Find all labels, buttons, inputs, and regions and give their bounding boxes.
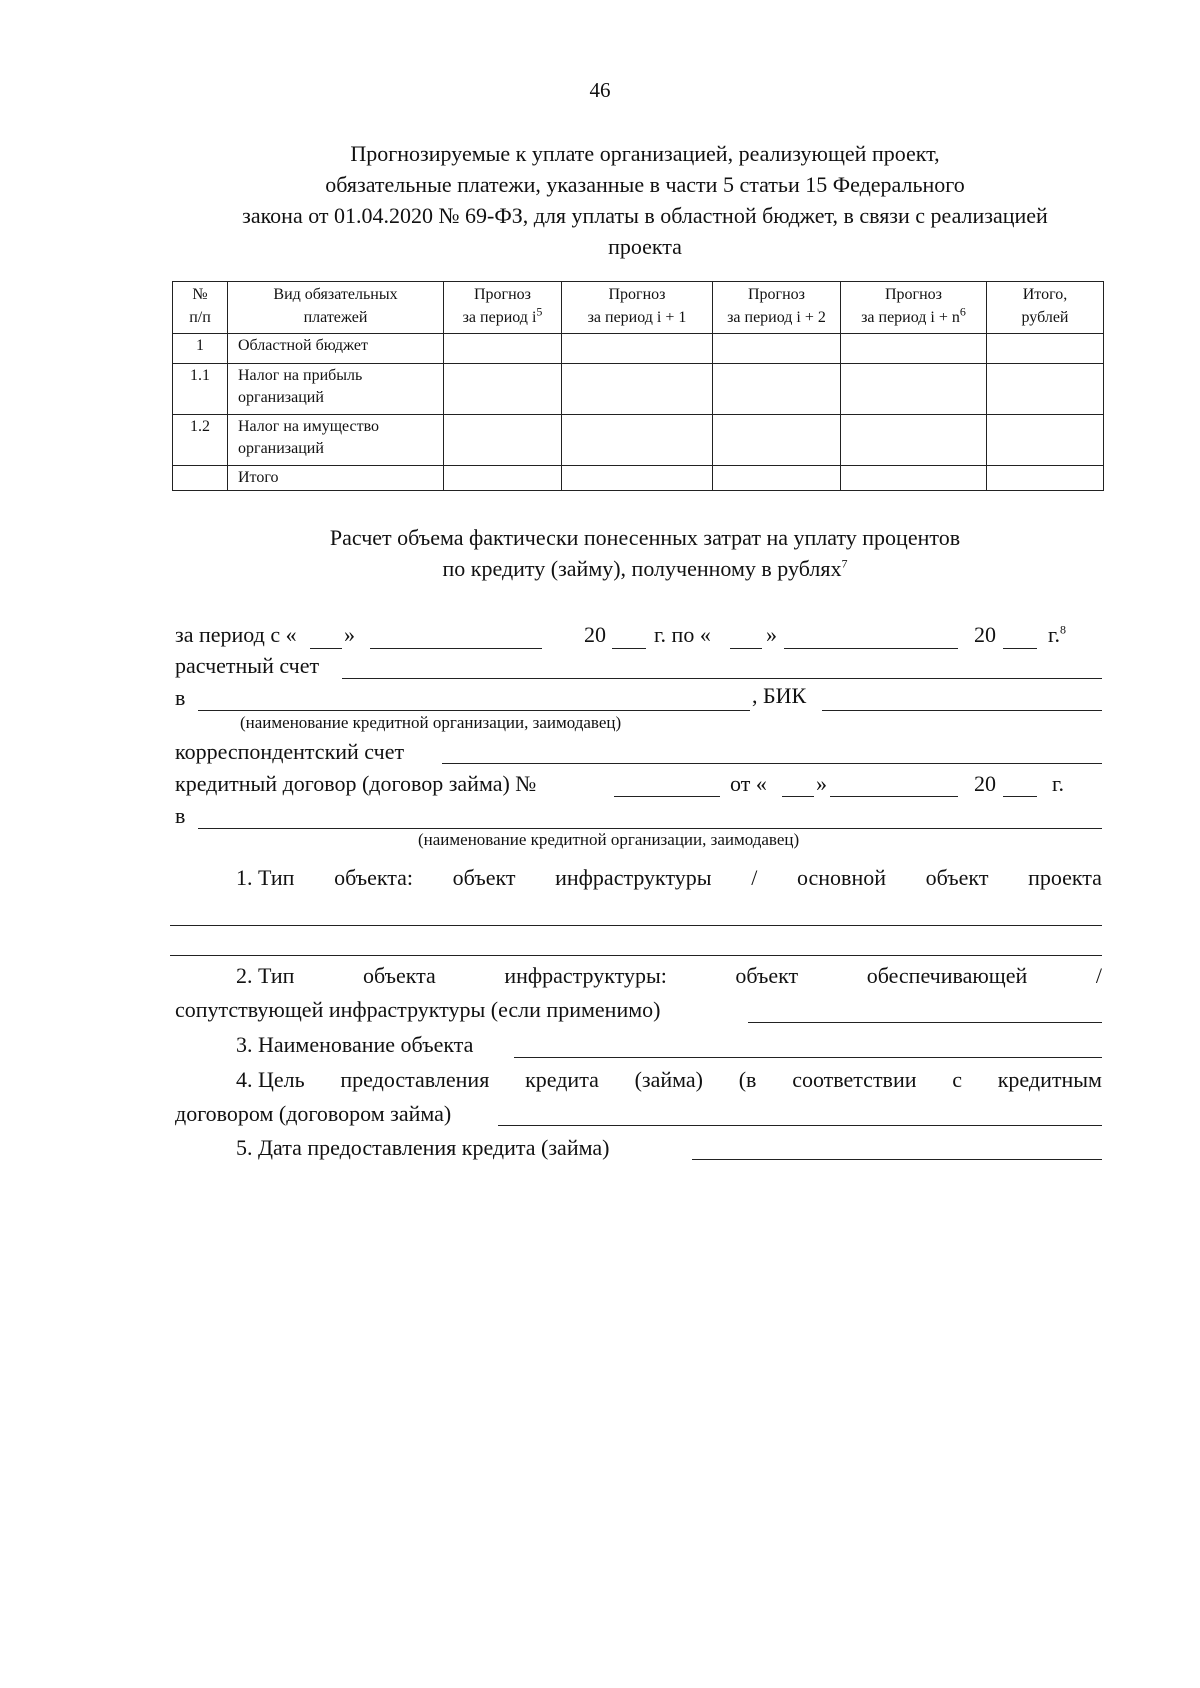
period-start-year-field[interactable] <box>612 648 646 649</box>
table-cell[interactable] <box>562 364 713 415</box>
loan-year-field[interactable] <box>1003 796 1037 797</box>
object-name-field[interactable] <box>514 1057 1102 1058</box>
bank-name-field[interactable] <box>198 710 750 711</box>
loan-close-quote: » <box>816 771 827 796</box>
period-start-day-field[interactable] <box>310 648 342 649</box>
period-start-month-field[interactable] <box>370 648 542 649</box>
section2-title <box>175 522 1115 584</box>
section1-title <box>175 138 1115 262</box>
object-type-field-1[interactable] <box>170 925 1102 926</box>
corr-account-label: корреспондентский счет <box>175 739 405 764</box>
table-cell[interactable] <box>562 466 713 491</box>
table-header-row <box>173 282 1104 334</box>
row-number: 1 <box>173 334 228 364</box>
loan-day-field[interactable] <box>782 796 814 797</box>
bik-label: , БИК <box>752 683 807 708</box>
period-end-day-field[interactable] <box>730 648 762 649</box>
item1-word: основной <box>796 865 886 890</box>
bik-field[interactable] <box>822 710 1102 711</box>
item1-word: инфраструктуры <box>555 865 712 890</box>
section2-title-line: по кредиту (займу), полученному в рублях$^7$ <box>442 556 848 581</box>
item4-word: кредита <box>525 1067 599 1092</box>
loan-contract-number-field[interactable] <box>614 796 720 797</box>
table-cell[interactable] <box>841 334 987 364</box>
table-cell[interactable] <box>444 364 562 415</box>
table-cell[interactable] <box>713 466 841 491</box>
table-cell[interactable] <box>841 364 987 415</box>
item1-word: / <box>751 865 758 890</box>
lender-caption: (наименование кредитной организации, заимодавец) <box>418 830 800 849</box>
period-year-prefix: 20 <box>584 622 606 647</box>
table-cell[interactable] <box>841 415 987 466</box>
item2-word: объект <box>735 963 799 988</box>
item2-word: обеспечивающей <box>866 963 1028 988</box>
item1-word: объект <box>452 865 516 890</box>
item2-word: объекта <box>362 963 436 988</box>
bank-caption: (наименование кредитной организации, заимодавец) <box>240 713 622 732</box>
period-close-quote-2: » <box>766 622 777 647</box>
item2-word: 2. Тип <box>236 963 295 988</box>
payments-table <box>172 281 1104 491</box>
loan-purpose-field[interactable] <box>498 1125 1102 1126</box>
table-row <box>173 466 1104 491</box>
item4-line2: договором (договором займа) <box>175 1101 452 1126</box>
item4-word: предоставления <box>340 1067 490 1092</box>
row-name: Налог на имущество организаций <box>228 415 444 466</box>
item4-word: 4. Цель <box>236 1067 305 1092</box>
row-name: Налог на прибыль организаций <box>228 364 444 415</box>
infrastructure-type-field[interactable] <box>748 1022 1102 1023</box>
item5-label: 5. Дата предоставления кредита (займа) <box>236 1135 610 1160</box>
settlement-account-field[interactable] <box>342 678 1102 679</box>
header-forecast-in: Прогноз за период $i + n^6$ <box>841 282 987 334</box>
bank-in-label: в <box>175 685 186 710</box>
period-close-quote: » <box>344 622 355 647</box>
page-number: 46 <box>589 78 611 102</box>
table-cell[interactable] <box>562 415 713 466</box>
loan-date-field[interactable] <box>692 1159 1102 1160</box>
section1-title-line: Прогнозируемые к уплате организацией, реализующей проект, <box>350 141 940 166</box>
section2-title-line: Расчет объема фактически понесенных затрат на уплату процентов <box>329 525 961 550</box>
loan-year-prefix: 20 <box>974 771 996 796</box>
lender-in-label: в <box>175 803 186 828</box>
item4-word: (займа) <box>634 1067 703 1092</box>
row-name: Итого <box>228 466 444 491</box>
section1-title-line: проекта <box>608 234 682 259</box>
item1-word: объект <box>925 865 989 890</box>
header-number: № п/п <box>173 282 228 334</box>
object-type-field-2[interactable] <box>170 955 1102 956</box>
table-cell[interactable] <box>713 364 841 415</box>
item4-word: соответствии <box>792 1067 917 1092</box>
item4-word: с <box>952 1067 962 1092</box>
item2-line2: сопутствующей инфраструктуры (если применимо) <box>175 997 661 1022</box>
row-name: Областной бюджет <box>228 334 444 364</box>
table-cell[interactable] <box>987 364 1104 415</box>
period-end-month-field[interactable] <box>784 648 958 649</box>
table-cell[interactable] <box>987 334 1104 364</box>
row-number <box>173 466 228 491</box>
item2-line <box>236 962 1102 990</box>
section1-title-line: закона от 01.04.2020 № 69-ФЗ, для уплаты в областной бюджет, в связи с реализацией <box>242 203 1048 228</box>
item2-word: / <box>1095 963 1102 988</box>
table-cell[interactable] <box>713 334 841 364</box>
loan-contract-label: кредитный договор (договор займа) № <box>175 771 537 796</box>
period-g-po: г. по « <box>654 622 711 647</box>
period-prefix: за период с « <box>175 622 297 647</box>
table-cell[interactable] <box>562 334 713 364</box>
table-cell[interactable] <box>713 415 841 466</box>
table-row <box>173 364 1104 415</box>
period-g-end: г.$^8$ <box>1048 622 1067 647</box>
header-forecast-i1: Прогноз за период i + 1 <box>562 282 713 334</box>
header-total: Итого, рублей <box>987 282 1104 334</box>
item4-line <box>236 1066 1102 1094</box>
header-forecast-i: Прогноз за период $i^5$ <box>444 282 562 334</box>
table-row <box>173 334 1104 364</box>
period-end-year-field[interactable] <box>1003 648 1037 649</box>
item2-word: инфраструктуры: <box>504 963 667 988</box>
loan-month-field[interactable] <box>830 796 958 797</box>
table-cell[interactable] <box>444 334 562 364</box>
item1-line <box>236 864 1102 892</box>
header-payment-type: Вид обязательных платежей <box>228 282 444 334</box>
row-number: 1.2 <box>173 415 228 466</box>
item1-word: 1. Тип <box>236 865 295 890</box>
loan-g-label: г. <box>1052 771 1065 796</box>
table-cell[interactable] <box>444 415 562 466</box>
table-row <box>173 415 1104 466</box>
section1-title-line: обязательные платежи, указанные в части 5 статьи 15 Федерального <box>325 172 965 197</box>
table-cell[interactable] <box>987 415 1104 466</box>
item3-label: 3. Наименование объекта <box>236 1032 474 1057</box>
table-cell[interactable] <box>444 466 562 491</box>
table-cell[interactable] <box>841 466 987 491</box>
period-year-prefix-2: 20 <box>974 622 996 647</box>
account-label: расчетный счет <box>175 653 320 678</box>
item1-word: объекта: <box>334 865 414 890</box>
item4-word: (в <box>738 1067 757 1092</box>
item1-word: проекта <box>1028 865 1102 890</box>
header-forecast-i2: Прогноз за период i + 2 <box>713 282 841 334</box>
corr-account-field[interactable] <box>442 763 1102 764</box>
item4-word: кредитным <box>997 1067 1102 1092</box>
row-number: 1.1 <box>173 364 228 415</box>
loan-ot-label: от « <box>730 771 767 796</box>
table-cell[interactable] <box>987 466 1104 491</box>
